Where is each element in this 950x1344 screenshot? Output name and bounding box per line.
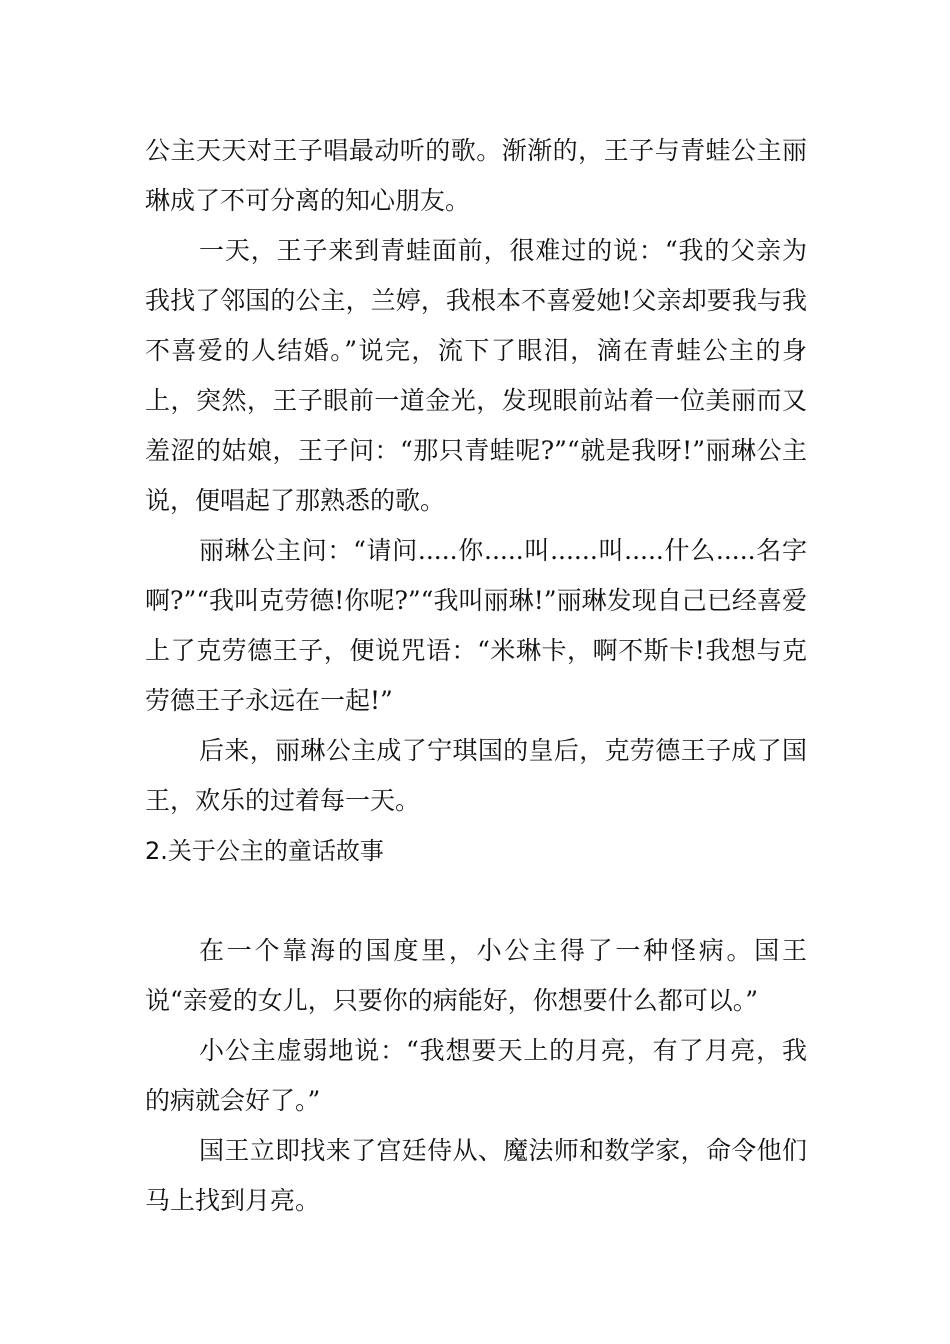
paragraph-names: 丽琳公主问：“请问.....你.....叫......叫.....什么.....名字啊?”“我叫克劳德!你呢?”“我叫丽琳!”丽琳发现自己已经喜爱上了克劳德王子，便说咒语：“米琳卡，啊不斯卡!我想与克劳德王子永远在一起!” <box>145 536 807 715</box>
paragraph-continuation: 公主天天对王子唱最动听的歌。渐渐的，王子与青蛙公主丽琳成了不可分离的知心朋友。 <box>145 136 807 215</box>
paragraph-ending: 后来，丽琳公主成了宁琪国的皇后，克劳德王子成了国王，欢乐的过着每一天。 <box>145 736 807 815</box>
paragraph-prince-tears: 一天，王子来到青蛙面前，很难过的说：“我的父亲为我找了邻国的公主，兰婷，我根本不喜爱她!父亲却要我与我不喜爱的人结婚。”说完，流下了眼泪，滴在青蛙公主的身上，突然，王子眼前一道金光，发现眼前站着一位美丽而又羞涩的姑娘，王子问：“那只青蛙呢?”“就是我呀!”丽琳公主说，便唱起了那熟悉的歌。 <box>145 236 807 515</box>
paragraph-princess-illness: 在一个靠海的国度里，小公主得了一种怪病。国王说“亲爱的女儿，只要你的病能好，你想要什么都可以。” <box>145 936 807 1015</box>
blank-line <box>145 876 807 926</box>
paragraph-wants-moon: 小公主虚弱地说：“我想要天上的月亮，有了月亮，我的病就会好了。” <box>145 1036 807 1115</box>
section-heading: 2.关于公主的童话故事 <box>145 837 384 865</box>
paragraph-king-orders: 国王立即找来了宫廷侍从、魔法师和数学家，命令他们马上找到月亮。 <box>145 1136 807 1215</box>
document-body <box>145 126 807 1226</box>
